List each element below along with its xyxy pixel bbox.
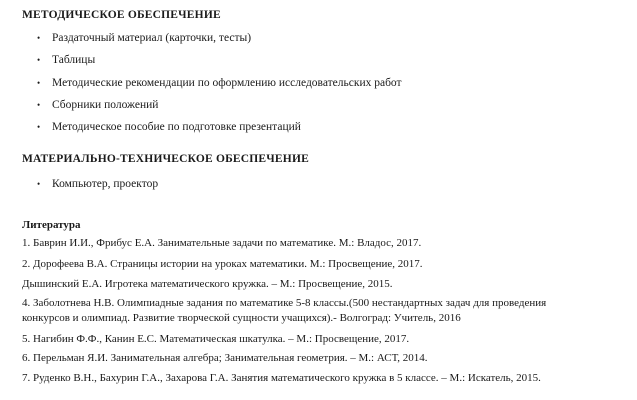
list-item: • Методические рекомендации по оформлению исследовательских работ (37, 76, 402, 89)
technical-list (37, 176, 159, 198)
bullet-icon: • (37, 122, 41, 133)
reference-item: 4. Заболотнева Н.В. Олимпиадные задания по математике 5-8 классы.(500 нестандартных задач для проведения (22, 297, 547, 309)
list-item: • Компьютер, проектор (37, 178, 159, 190)
bullet-icon: • (37, 77, 41, 88)
list-item: • Раздаточный материал (карточки, тесты) (37, 32, 252, 44)
methodical-list (37, 30, 402, 141)
reference-item: 1. Баврин И.И., Фрибус Е.А. Занимательные задачи по математике. М.: Владос, 2017. (22, 237, 422, 249)
reference-item: Дышинский Е.А. Игротека математического кружка. – М.: Просвещение, 2015. (22, 278, 393, 290)
list-item: • Методическое пособие по подготовке презентаций (37, 121, 301, 134)
reference-item: 7. Руденко В.Н., Бахурин Г.А., Захарова Г.А. Занятия математического кружка в 5 классе. – М.: Искатель, 2015. (22, 372, 541, 384)
reference-item: 6. Перельман Я.И. Занимательная алгебра; Занимательная геометрия. – М.: АСТ, 2014. (22, 352, 428, 364)
bullet-icon: • (37, 33, 41, 43)
reference-item-continuation: конкурсов и олимпиад. Развитие творческой сущности учащихся).- Волгоград: Учитель, 2016 (22, 312, 461, 324)
methodical-heading: МЕТОДИЧЕСКОЕ ОБЕСПЕЧЕНИЕ (22, 9, 221, 21)
bullet-icon: • (37, 99, 41, 110)
literature-heading: Литература (22, 219, 81, 231)
bullet-icon: • (37, 179, 41, 189)
bullet-icon: • (37, 55, 41, 66)
list-item: • Таблицы (37, 54, 96, 67)
reference-item: 2. Дорофеева В.А. Страницы истории на уроках математики. М.: Просвещение, 2017. (22, 258, 423, 270)
reference-item: 5. Нагибин Ф.Ф., Канин Е.С. Математическая шкатулка. – М.: Просвещение, 2017. (22, 333, 410, 345)
list-item: • Сборники положений (37, 98, 159, 111)
technical-heading: МАТЕРИАЛЬНО-ТЕХНИЧЕСКОЕ ОБЕСПЕЧЕНИЕ (22, 153, 309, 165)
